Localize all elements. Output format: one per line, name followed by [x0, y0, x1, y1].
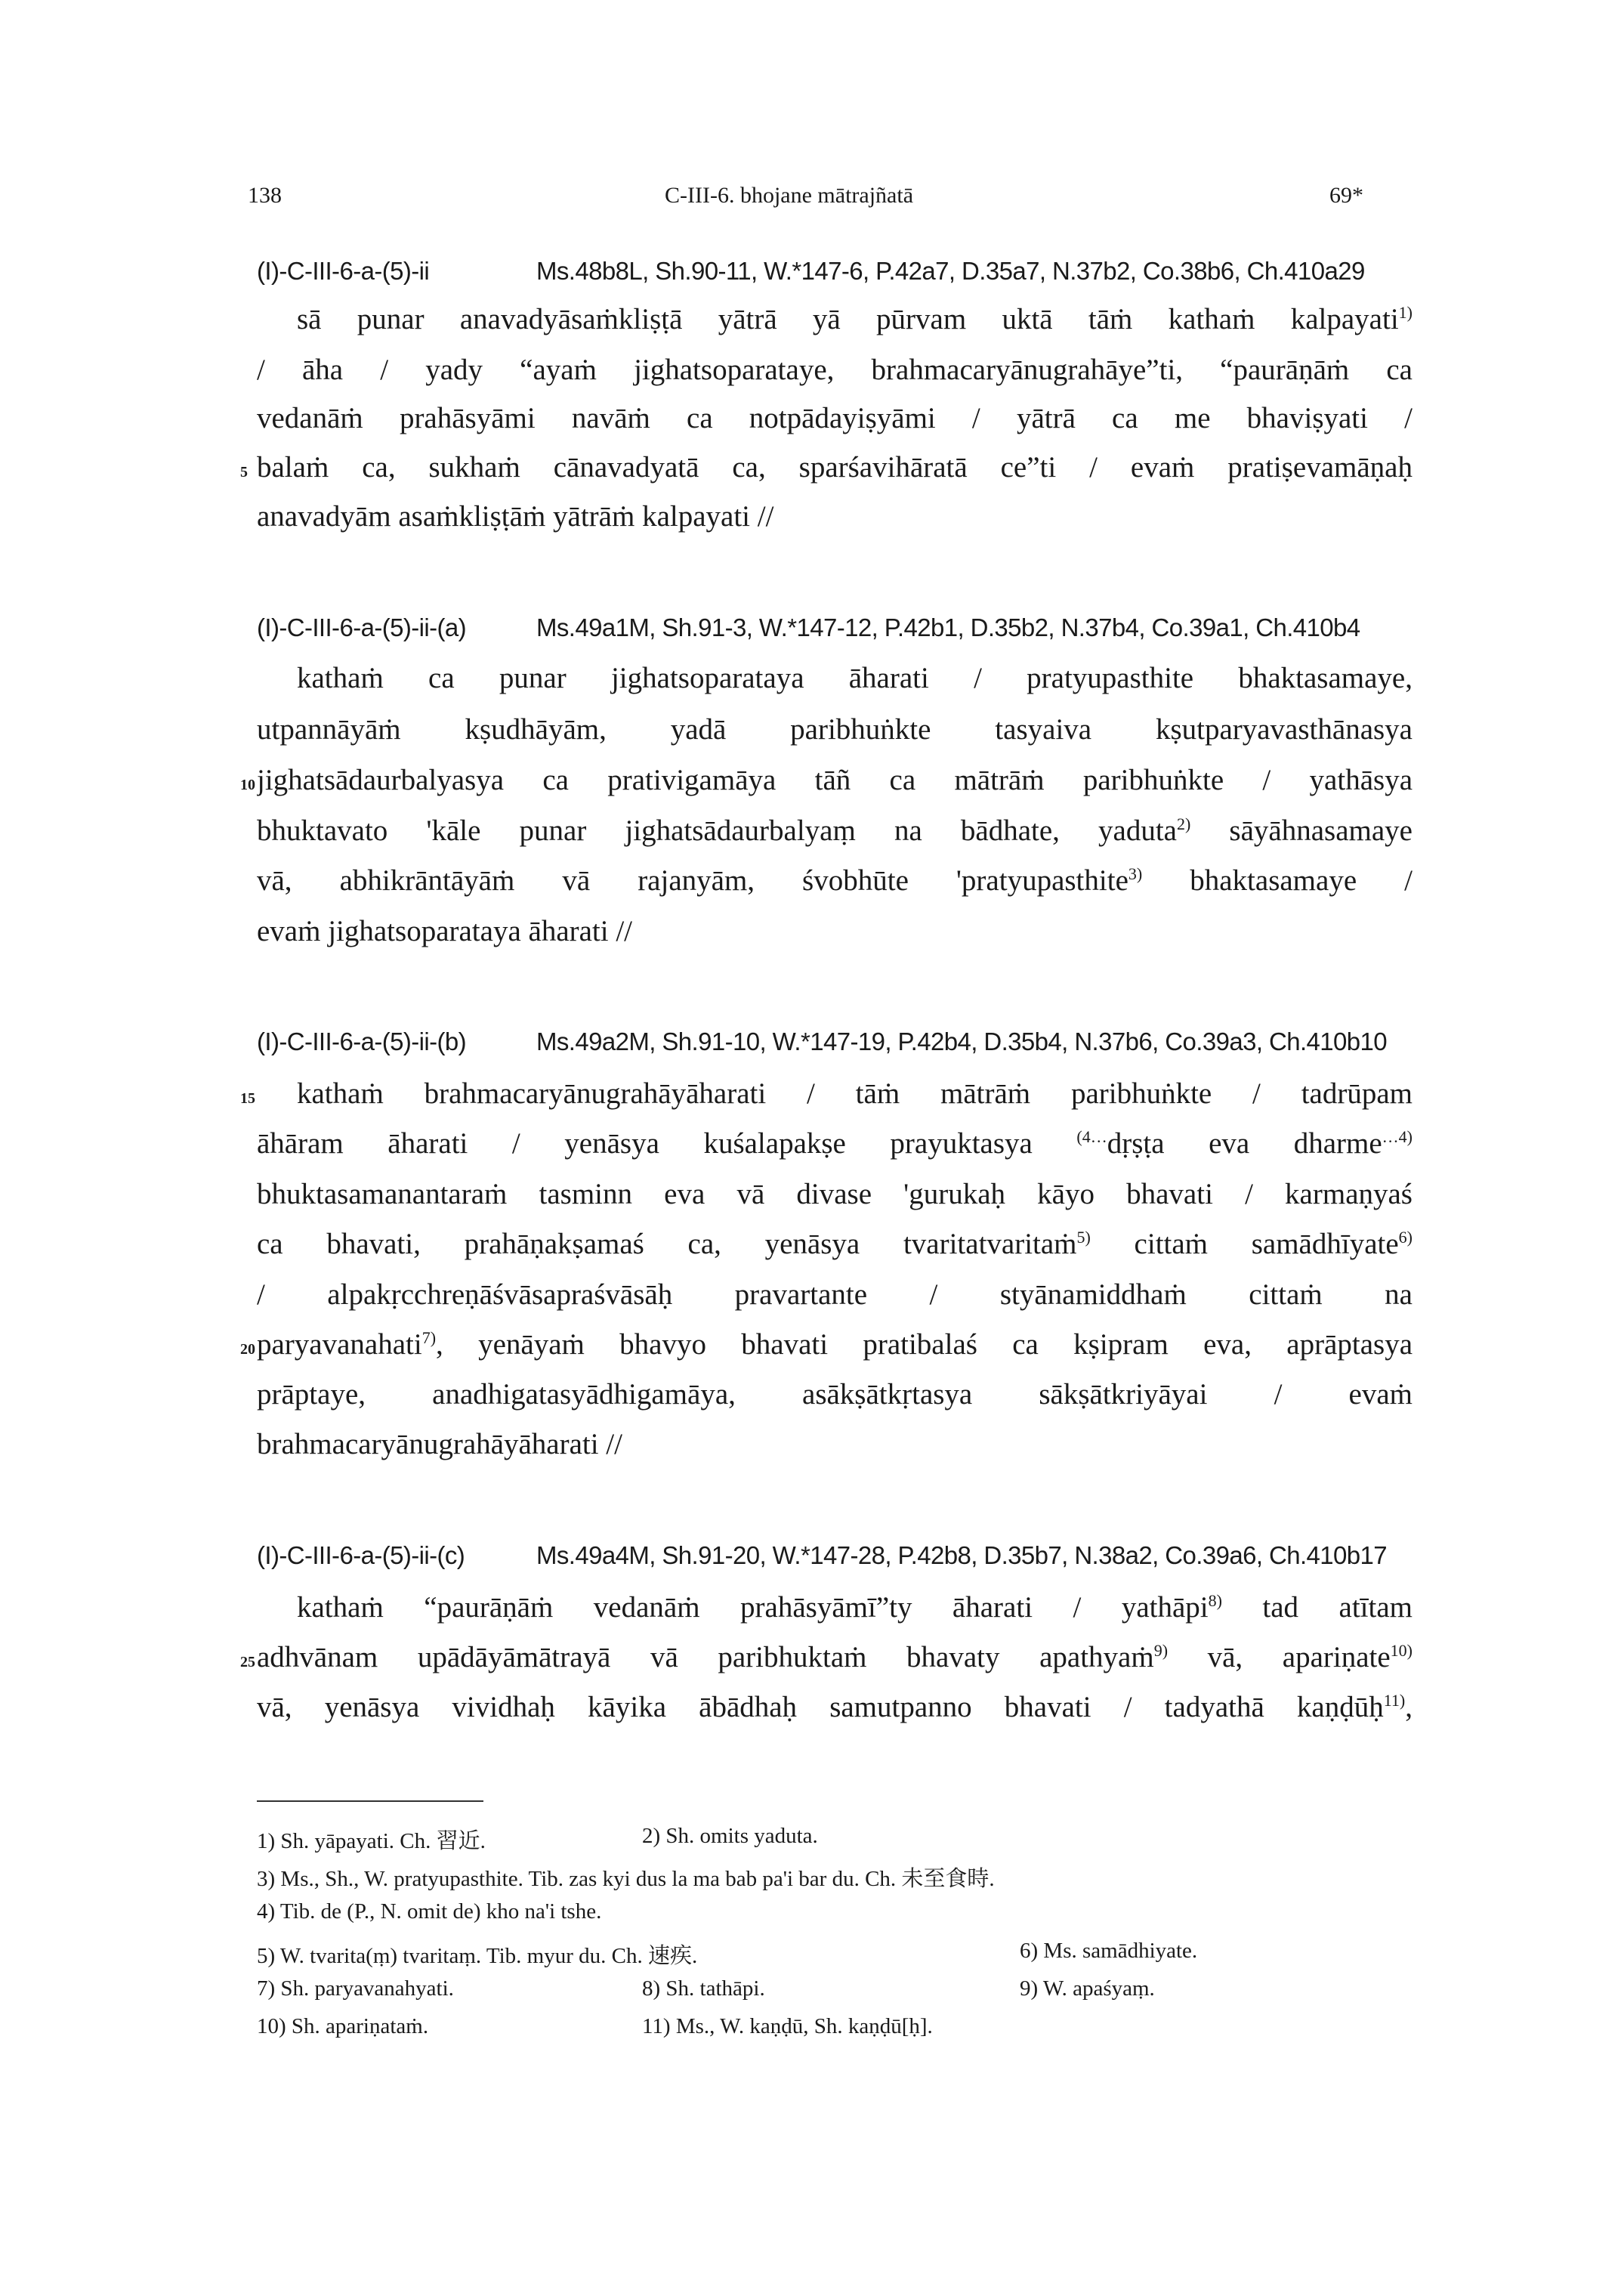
text-line: vā, abhikrāntāyāṁ vā rajanyām, śvobhūte 'pratyupasthite$^{3)}$ bhaktasamaye /	[257, 866, 1413, 897]
footnote: 2) Sh. omits yaduta.	[642, 1824, 818, 1848]
line-number: 15	[240, 1090, 255, 1107]
section-id: (I)-C-III-6-a-(5)-ii-(b)	[257, 1027, 467, 1055]
footnote: 4) Tib. de (P., N. omit de) kho na'i tshe.	[257, 1899, 602, 1924]
section-id: (I)-C-III-6-a-(5)-ii	[257, 257, 430, 285]
line-number: 20	[240, 1341, 255, 1358]
page-number: 138	[248, 183, 282, 208]
footnote: 5) W. tvarita(ṃ) tvaritaṃ. Tib. myur du. Ch. 速疾.	[257, 1944, 698, 1968]
text-line: balaṁ ca, sukhaṁ cānavadyatā ca, sparśavihāratā ce”ti / evaṁ pratiṣevamāṇaḥ	[257, 453, 1413, 484]
footnote: 3) Ms., Sh., W. pratyupasthite. Tib. zas kyi dus la ma bab pa'i bar du. Ch. 未至食時.	[257, 1867, 995, 1891]
footnote-rule	[257, 1800, 483, 1802]
line-number: 25	[240, 1654, 255, 1670]
text-line: utpannāyāṁ kṣudhāyām, yadā paribhuṅkte tasyaiva kṣutparyavasthānasya	[257, 715, 1413, 746]
running-title: C-III-6. bhojane mātrajñatā	[665, 183, 914, 208]
section-id: (I)-C-III-6-a-(5)-ii-(c)	[257, 1541, 465, 1569]
section-sources: Ms.49a4M, Sh.91-20, W.*147-28, P.42b8, D.35b7, N.38a2, Co.39a6, Ch.410b17	[536, 1541, 1388, 1569]
text-line: bhuktavato 'kāle punar jighatsādaurbalyaṃ na bādhate, yaduta$^{2)}$ sāyāhnasamaye	[257, 816, 1413, 847]
text-line: anavadyām asaṁkliṣṭāṁ yātrāṁ kalpayati //	[257, 500, 774, 533]
footnote: 8) Sh. tathāpi.	[642, 1976, 765, 2001]
section-reference	[257, 613, 1360, 642]
text-line: kathaṁ “paurāṇāṁ vedanāṁ prahāsyāmī”ty āharati / yathāpi$^{8)}$ tad atītam	[297, 1593, 1413, 1624]
line-number: 5	[240, 464, 248, 481]
text-line: / alpakṛcchreṇāśvāsapraśvāsāḥ pravartante / styānamiddhaṁ cittaṁ na	[257, 1280, 1413, 1311]
text-line: vā, yenāsya vividhaḥ kāyika ābādhaḥ samutpanno bhavati / tadyathā kaṇḍūḥ$^{11)}$,	[257, 1692, 1413, 1723]
running-page-ref: 69*	[1329, 183, 1363, 208]
text-line: āhāram āharati / yenāsya kuśalapakṣe prayuktasya $^{(4\dots}$dṛṣṭa eva dharme$^{\dots 4)}$	[257, 1129, 1413, 1160]
text-line: evaṁ jighatsoparataya āharati //	[257, 915, 633, 947]
footnote: 6) Ms. samādhiyate.	[1020, 1939, 1198, 1963]
text-line: brahmacaryānugrahāyāharati //	[257, 1428, 622, 1460]
text-line: bhuktasamanantaraṁ tasminn eva vā divase 'gurukaḥ kāyo bhavati / karmaṇyaś	[257, 1179, 1413, 1210]
section-sources: Ms.49a2M, Sh.91-10, W.*147-19, P.42b4, D.35b4, N.37b6, Co.39a3, Ch.410b10	[536, 1027, 1388, 1055]
text-line: prāptaye, anadhigatasyādhigamāya, asākṣātkṛtasya sākṣātkriyāyai / evaṁ	[257, 1380, 1413, 1411]
section-reference	[257, 1541, 1387, 1570]
text-line: sā punar anavadyāsaṁkliṣṭā yātrā yā pūrvam uktā tāṁ kathaṁ kalpayati$^{1)}$	[297, 304, 1413, 335]
section-sources: Ms.49a1M, Sh.91-3, W.*147-12, P.42b1, D.35b2, N.37b4, Co.39a1, Ch.410b4	[536, 613, 1360, 641]
text-line: jighatsādaurbalyasya ca prativigamāya tāñ ca mātrāṁ paribhuṅkte / yathāsya	[257, 765, 1413, 796]
footnote: 10) Sh. apariṇataṁ.	[257, 2014, 429, 2038]
footnote: 9) W. apaśyaṃ.	[1020, 1976, 1155, 2001]
text-line: kathaṁ ca punar jighatsoparataya āharati / pratyupasthite bhaktasamaye,	[297, 663, 1413, 694]
text-line: ca bhavati, prahāṇakṣamaś ca, yenāsya tvaritatvaritaṁ$^{5)}$ cittaṁ samādhīyate$^{6)}$	[257, 1229, 1413, 1260]
footnote: 1) Sh. yāpayati. Ch. 習近.	[257, 1829, 486, 1853]
text-line: / āha / yady “ayaṁ jighatsoparataye, brahmacaryānugrahāye”ti, “paurāṇāṁ ca	[257, 355, 1413, 386]
section-sources: Ms.48b8L, Sh.90-11, W.*147-6, P.42a7, D.35a7, N.37b2, Co.38b6, Ch.410a29	[536, 257, 1365, 285]
text-line: kathaṁ brahmacaryānugrahāyāharati / tāṁ mātrāṁ paribhuṅkte / tadrūpam	[297, 1079, 1413, 1110]
footnote: 11) Ms., W. kaṇḍū, Sh. kaṇḍū[ḥ].	[642, 2014, 933, 2038]
line-number: 10	[240, 777, 255, 793]
text-line: vedanāṁ prahāsyāmi navāṁ ca notpādayiṣyāmi / yātrā ca me bhaviṣyati /	[257, 403, 1413, 434]
section-reference	[257, 257, 1365, 286]
section-id: (I)-C-III-6-a-(5)-ii-(a)	[257, 613, 467, 641]
text-line: paryavanahati$^{7)}$, yenāyaṁ bhavyo bhavati pratibalaś ca kṣipram eva, aprāptasya	[257, 1330, 1413, 1361]
section-reference	[257, 1027, 1387, 1056]
text-line: adhvānam upādāyāmātrayā vā paribhuktaṁ bhavaty apathyaṁ$^{9)}$ vā, apariṇate$^{10)}$	[257, 1642, 1413, 1673]
footnote: 7) Sh. paryavanahyati.	[257, 1976, 454, 2001]
